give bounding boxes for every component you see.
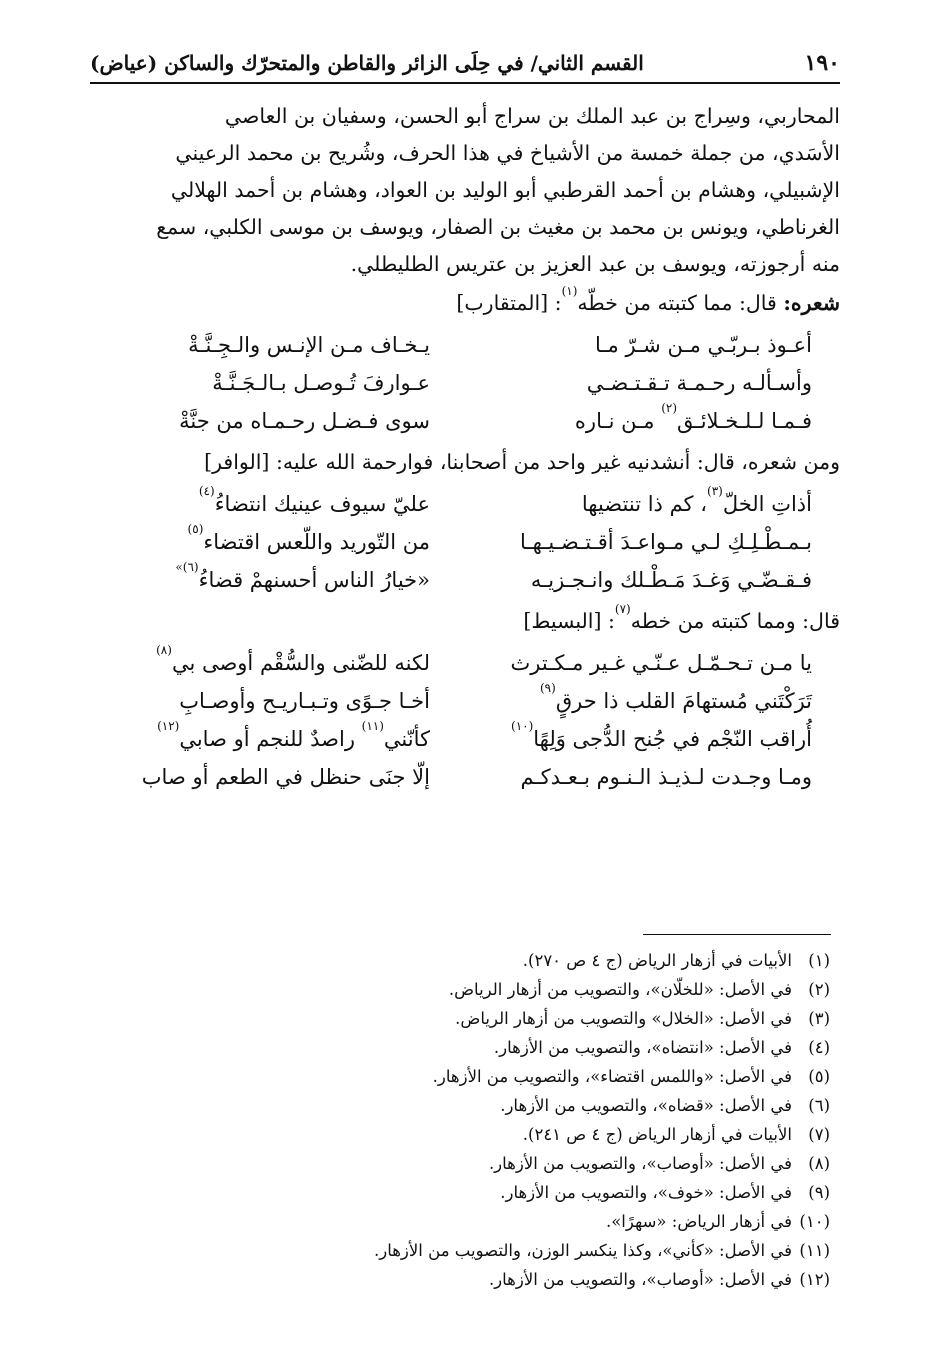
verse-line: أُراقب النّجْم في جُنح الدُّجى وَلِهًا$^{(١٠)}$ كأنّني$^{(١١)}$ راصدٌ للنجم أو صابي$^{(١٢)}$ — [157, 719, 812, 751]
poem-intro: ومن شعره، قال: أنشدنيه غير واحد من أصحابنا، فوارحمة الله عليه: [الوافر] — [204, 450, 840, 474]
verse-line: فـمـا لـلـخـلائـق$^{(٢)}$ مـن نـاره سوى فـضـل رحـمـاه من جنَّةْ — [179, 401, 812, 433]
prose-line: الغرناطي، ويونس بن محمد بن مغيث بن الصفار، ويوسف بن موسى الكلبي، سمع — [156, 215, 840, 239]
footnote-item: (٥)في الأصل: «واللمس اقتضاء»، والتصويب من الأزهار. — [432, 1067, 830, 1086]
poem-verses — [90, 485, 840, 599]
poem-verses — [90, 326, 840, 440]
footnote-item: (٨)في الأصل: «أوصاب»، والتصويب من الأزهار. — [488, 1154, 830, 1173]
footnote-item: (١٢)في الأصل: «أوصاب»، والتصويب من الأزهار. — [488, 1270, 830, 1289]
footnote-item: (٧)الأبيات في أزهار الرياض (ج ٤ ص ٢٤١). — [522, 1125, 830, 1144]
poem-intro: قال: ومما كتبته من خطه$^{(٧)}$: [البسيط] — [523, 602, 840, 633]
prose-line: المحاربي، وسِراج بن عبد الملك بن سراج أبو الحسن، وسفيان بن العاصي — [224, 104, 840, 128]
verse-line: فـقـضّـي وَغـدَ مَـطْـلك وانـجـزيـه «خيارُ الناس أحسنهمْ قضاءُ$^{(٦)»}$ — [175, 560, 812, 592]
poem-verses — [90, 644, 840, 796]
verse-line: أذاتِ الخلّ$^{(٣)}$، كم ذا تنتضيها عليّ سيوف عينيك انتضاءُ$^{(٤)}$ — [198, 484, 812, 516]
running-header — [90, 50, 840, 84]
prose-line: منه أرجوزته، ويوسف بن عبد العزيز بن عتريس الطليطلي. — [350, 252, 840, 276]
footnote-item: (٤)في الأصل: «انتضاه»، والتصويب من الأزهار. — [493, 1038, 830, 1057]
footnote-item: (٣)في الأصل: «الخلال» والتصويب من أزهار الرياض. — [455, 1009, 830, 1028]
footnote-item: (٦)في الأصل: «قضاه»، والتصويب من الأزهار. — [500, 1096, 830, 1115]
footnote-item: (١٠)في أزهار الرياض: «سهرًا». — [605, 1212, 830, 1231]
prose-paragraph — [90, 98, 840, 283]
verse-line: بـمـطْـلِـكِ لـي مـواعـدَ أقـتـضـيـهـا من التّوريد واللّعس اقتضاء$^{(٥)}$ — [187, 522, 812, 554]
verse-line: يا مـن تـحـمّـل عـنّـي غـير مـكـترث لكنه للضّنى والسُّقْم أوصى بي$^{(٨)}$ — [156, 643, 812, 675]
prose-line: الأسَدي، من جملة خمسة من الأشياخ في هذا الحرف، وشُريح بن محمد الرعيني — [175, 141, 840, 165]
footnote-item: (١١)في الأصل: «كأني»، وكذا ينكسر الوزن، والتصويب من الأزهار. — [373, 1241, 830, 1260]
footnotes — [200, 946, 830, 1294]
poem-intro: شعره: قال: مما كتبته من خطّه$^{(١)}$: [المتقارب] — [456, 284, 840, 315]
footnote-item: (٢)في الأصل: «للخلّان»، والتصويب من أزهار الرياض. — [448, 980, 830, 999]
verse-line: تَرَكْتَني مُستهامَ القلب ذا حرقٍ$^{(٩)}$ أخـا جـوًى وتـبـاريـح وأوصـابِ — [179, 681, 812, 713]
running-title: القسم الثاني/ في حِلَى الزائر والقاطن والمتحرّك والساكن (عياض) — [90, 51, 644, 75]
footnote-item: (١)الأبيات في أزهار الرياض (ج ٤ ص ٢٧٠). — [522, 951, 830, 970]
verse-line: ومـا وجـدت لـذيـذ الـنـوم بـعـدكـم إلّا جنَى حنظل في الطعم أو صاب — [141, 765, 812, 789]
page-number: ١٩٠ — [804, 50, 840, 76]
book-page — [90, 50, 840, 800]
prose-line: الإشبيلي، وهشام بن أحمد القرطبي أبو الوليد بن العواد، وهشام بن أحمد الهلالي — [170, 178, 840, 202]
verse-line: وأسـألـه رحـمـة تـقـتـضـي عـوارفَ تُـوصـل بـالـجَـنَّـةْ — [212, 371, 812, 395]
footnote-item: (٩)في الأصل: «خوف»، والتصويب من الأزهار. — [500, 1183, 830, 1202]
verse-line: أعـوذ بـربّـي مـن شـرّ مـا يـخـاف مـن الإنـس والـجِـنَّـةْ — [188, 333, 812, 357]
footnote-divider — [643, 934, 831, 935]
